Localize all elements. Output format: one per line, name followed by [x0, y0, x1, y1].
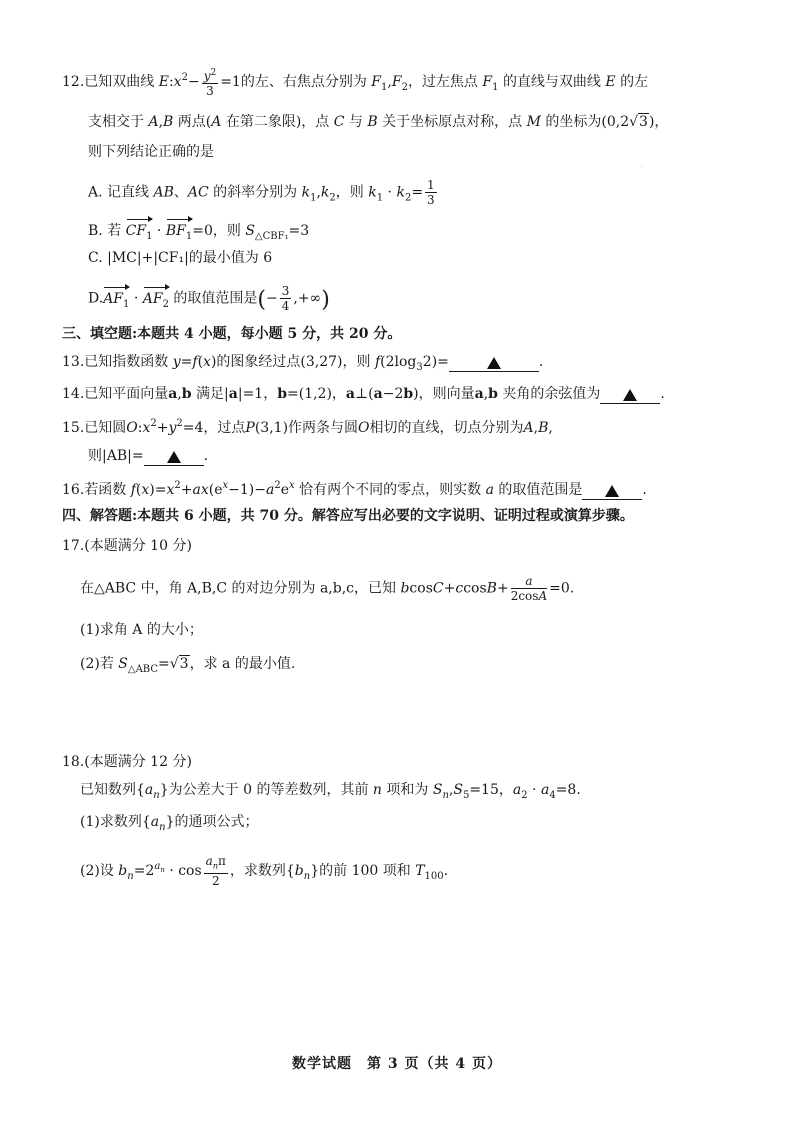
q13: 13.已知指数函数 y=f(x)的图象经过点(3,27)，则 $f(2\log_32)=$ .: [62, 354, 544, 373]
q18-part-2: (2)设 $b_n=2^{a_n} \cdot \cos$ $\frac{a_n\pi}{2}$ ，求数列$\{b_n\}$的前 100 项和 $T_{100}$.: [80, 854, 449, 889]
q12-option-d: $D.AF_1 \cdot AF_2$ 的取值范围是(− $\frac{3}{4}$ ,+∞): [88, 284, 330, 313]
q18-stem: 已知数列$\{a_n\}$为公差大于 0 的等差数列，其前 n 项和为 $S_n,S_5=15$，$a_2 \cdot a_4=8$.: [80, 782, 581, 801]
q17-stem: 在△ABC 中，角 A,B,C 的对边分别为 a,b,c，已知 bcosC+ccosB+ $\frac{a}{2\cos A}$ =0.: [80, 574, 575, 603]
section-3-heading: 三、填空题:本题共 4 小题，每小题 5 分，共 20 分。: [62, 326, 402, 342]
section-4-heading: 四、解答题:本题共 6 小题，共 70 分。解答应写出必要的文字说明、证明过程或演算步骤。: [62, 508, 634, 524]
q12-line-3: 则下列结论正确的是: [88, 144, 214, 160]
q12-option-c: C. |MC|+|CF₁|的最小值为 6: [88, 250, 273, 266]
q18-part-1: (1)求数列$\{a_n\}$的通项公式；: [80, 814, 259, 833]
q15-line-1: 15.已知圆$O:x^2+y^2=4$，过点P(3,1)作两条与圆O相切的直线，切点分别为A,B,: [62, 418, 553, 436]
q17-part-2: (2)若 $S_{\triangle ABC}=√3$，求 a 的最小值.: [80, 656, 296, 675]
triangle-marker-icon: [487, 357, 501, 369]
bleed-through-text: ·: [640, 160, 644, 174]
q17-part-1: (1)求角 A 的大小；: [80, 622, 203, 638]
page-footer: 数学试题 第 3 页（共 4 页）: [292, 1056, 502, 1072]
q15-answer-blank[interactable]: [144, 449, 204, 466]
q15-line-2: 则|AB|= .: [88, 448, 209, 464]
q16-answer-blank[interactable]: [582, 483, 642, 500]
q18-header: 18.(本题满分 12 分): [62, 754, 192, 770]
triangle-marker-icon: [167, 451, 181, 463]
q13-answer-blank[interactable]: [449, 355, 539, 372]
triangle-marker-icon: [623, 389, 637, 401]
triangle-marker-icon: [605, 485, 619, 497]
q12-line-1: 12.已知双曲线 $E:x^2-$ $\frac{y^2}{3}$ =1的左、右焦点分别为 $F_1,F_2$，过左焦点 $F_1$ 的直线与双曲线 E 的左: [62, 68, 649, 98]
q12-line-2: 支相交于 A,B 两点(A 在第二象限)，点 C 与 B 关于坐标原点对称，点 M 的坐标为(0,2√3)，: [88, 114, 669, 130]
q16: 16.若函数 $f(x)=x^2+ax(e^x-1)-a^2e^x$ 恰有两个不同的零点，则实数 a 的取值范围是 .: [62, 480, 647, 498]
q12-option-a: A. 记直线 AB、AC 的斜率分别为 $k_1,k_2$，则 $k_1 \cdot k_2=$ $\frac{1}{3}$: [88, 178, 435, 207]
q12-option-b: B. 若 $CF_1 \cdot BF_1=0$，则 $S_{\triangle CBF_1}=3$: [88, 218, 309, 247]
q14: 14.已知平面向量a,b 满足|a|=1，b=(1,2)，a⊥(a−2b)，则向量a,b 夹角的余弦值为 .: [62, 386, 665, 402]
q14-answer-blank[interactable]: [600, 387, 660, 404]
q17-header: 17.(本题满分 10 分): [62, 538, 192, 554]
